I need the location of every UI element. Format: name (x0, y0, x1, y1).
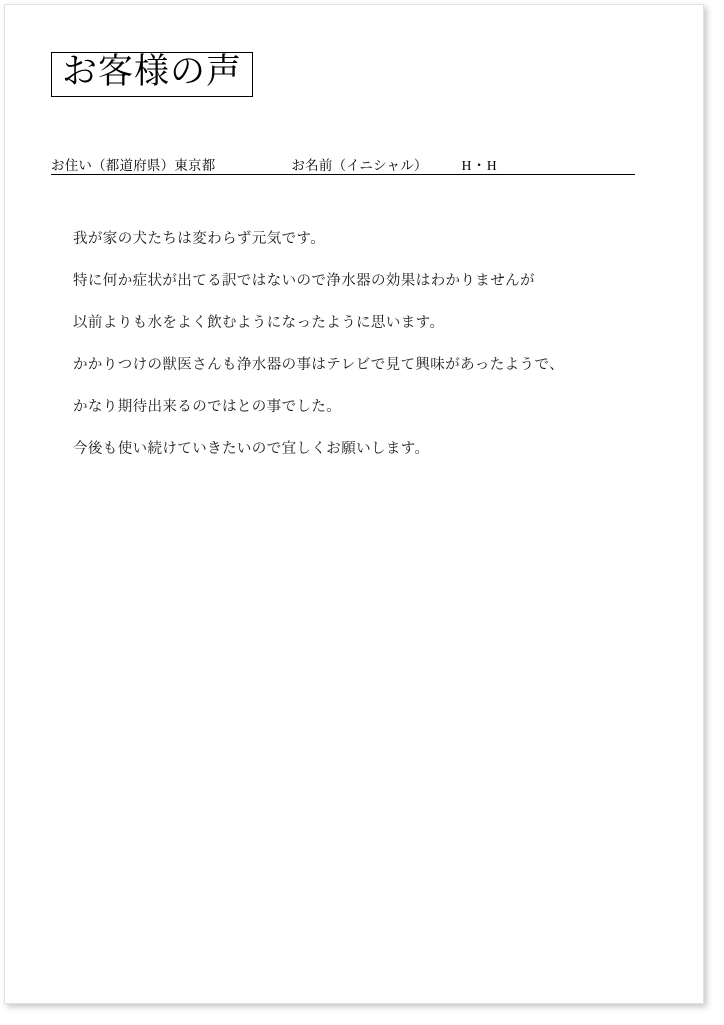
residence-label: お住い（都道府県） (51, 158, 175, 173)
residence-value: 東京都 (174, 158, 216, 173)
name-value: H・H (461, 158, 498, 173)
document-page (4, 4, 704, 1004)
body-line: かかりつけの獣医さんも浄水器の事はテレビで見て興味があったようで、 (73, 357, 564, 373)
body-line: 我が家の犬たちは変わらず元気です。 (73, 231, 326, 247)
name-field (291, 154, 497, 174)
body-line: 今後も使い続けていきたいので宜しくお願いします。 (73, 441, 430, 457)
body-line: 以前よりも水をよく飲むようになったように思います。 (73, 315, 445, 331)
residence-field (51, 154, 215, 174)
page-title: お客様の声 (62, 52, 243, 92)
page-title-box (51, 52, 253, 97)
body-line: 特に何か症状が出てる訳ではないので浄水器の効果はわかりませんが (73, 273, 535, 289)
name-label: お名前（イニシャル） (291, 158, 428, 173)
body-line: かなり期待出来るのではとの事でした。 (73, 399, 342, 415)
testimonial-body (73, 229, 673, 481)
meta-row (51, 149, 635, 175)
